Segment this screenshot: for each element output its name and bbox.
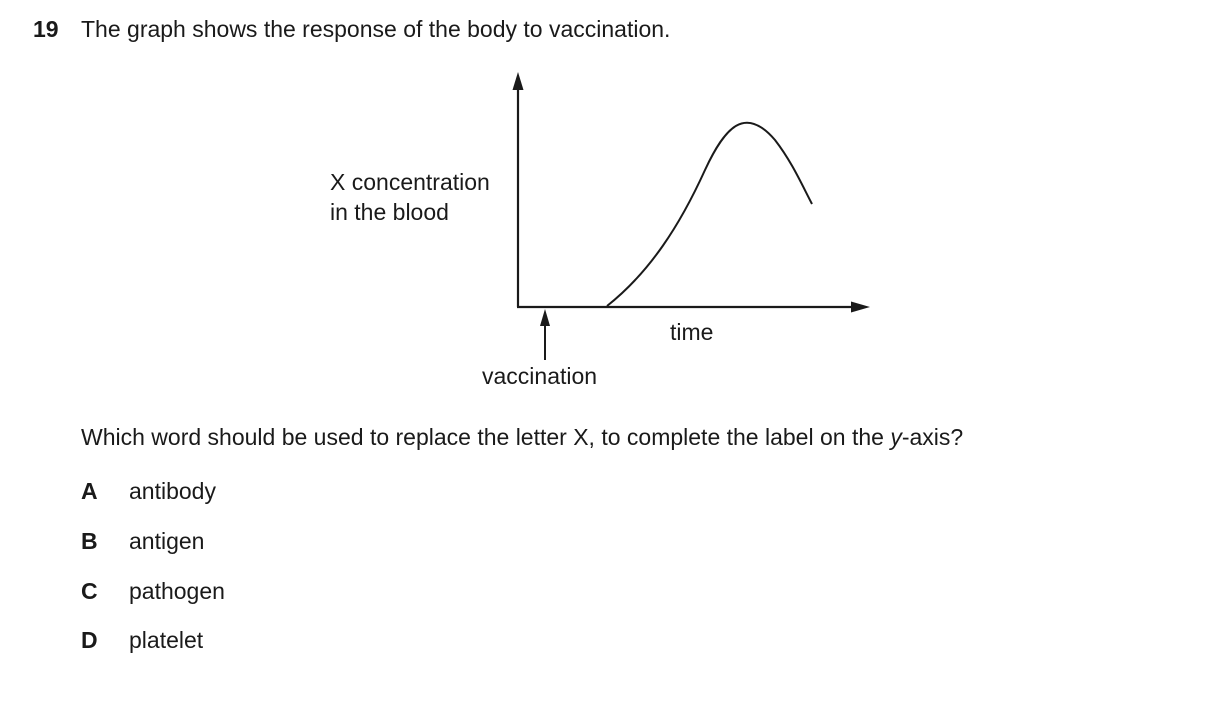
y-axis-label-line1: X concentration xyxy=(330,169,490,195)
x-axis-label: time xyxy=(670,319,714,345)
option-text: pathogen xyxy=(129,578,225,604)
option-letter: D xyxy=(81,627,98,653)
option-letter: A xyxy=(81,478,98,504)
option-b[interactable] xyxy=(81,527,204,555)
y-axis-arrowhead xyxy=(513,72,524,90)
question-number: 19 xyxy=(33,16,59,42)
vaccination-label: vaccination xyxy=(482,363,598,389)
option-text: antigen xyxy=(129,528,205,554)
y-axis-label xyxy=(330,167,490,227)
prompt-text-after: -axis? xyxy=(901,424,964,450)
option-letter: B xyxy=(81,528,98,554)
option-text: platelet xyxy=(129,627,204,653)
option-letter: C xyxy=(81,578,98,604)
option-d[interactable] xyxy=(81,626,203,654)
option-c[interactable] xyxy=(81,577,225,605)
question-prompt xyxy=(81,423,963,451)
question-stem: The graph shows the response of the body to vaccination. xyxy=(81,16,671,42)
y-axis-label-line2: in the blood xyxy=(330,199,449,225)
response-curve xyxy=(607,123,812,306)
x-axis-arrowhead xyxy=(851,302,870,313)
option-a[interactable] xyxy=(81,477,216,505)
option-text: antibody xyxy=(129,478,216,504)
prompt-italic-variable: y xyxy=(890,424,902,450)
vaccination-marker-arrowhead xyxy=(540,309,550,326)
prompt-text-before: Which word should be used to replace the letter X, to complete the label on the xyxy=(81,424,891,450)
